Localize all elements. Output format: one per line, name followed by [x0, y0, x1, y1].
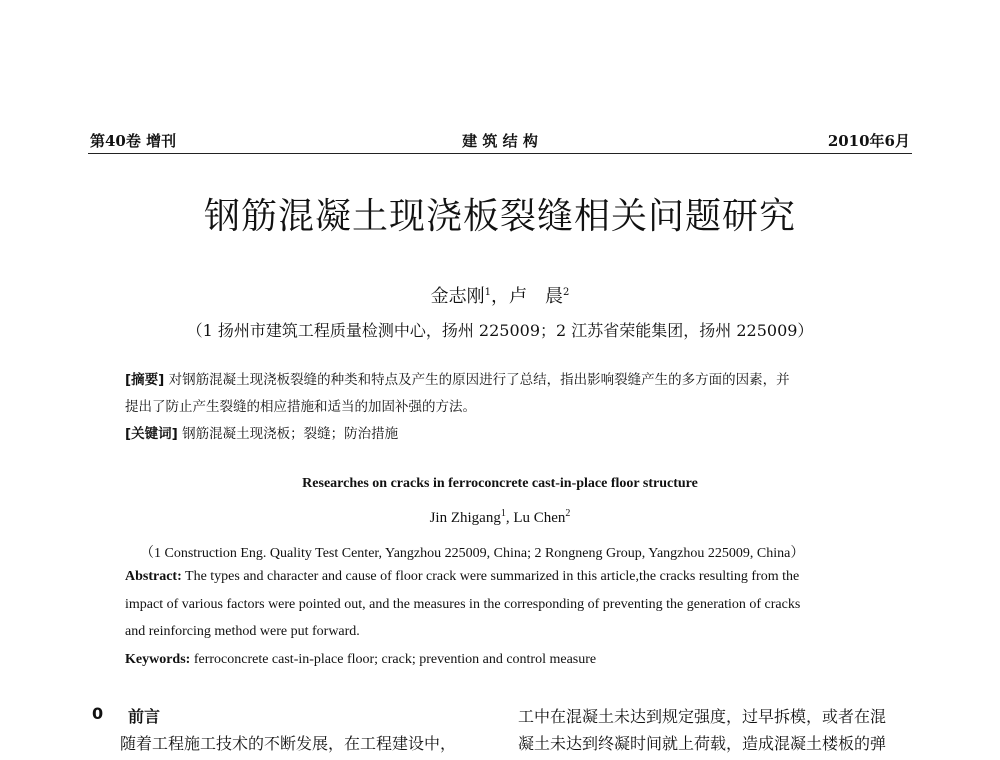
affiliation-en: （1 Construction Eng. Quality Test Center, Yangzhou 225009, China; 2 Rongneng Group, Yangzhou 225009, China） [140, 546, 805, 561]
right-col-line1: 工中在混凝土未达到规定强度，过早拆模，或者在混 [518, 707, 887, 726]
section-number: 0 [92, 704, 104, 723]
paper-title: 钢筋混凝土现浇板裂缝相关问题研究 [203, 196, 796, 237]
right-col-line2: 凝土未达到终凝时间就上荷载，造成混凝土楼板的弹 [518, 734, 887, 753]
abstract-en: Abstract: The types and character and cause of floor crack were summarized in this article,the cracks resulting from the [125, 569, 800, 584]
authors-en: Jin Zhigang$^1$, Lu Chen$^2$ [429, 508, 571, 526]
journal-date: 2010年6月 [827, 132, 910, 150]
affiliation-cn: （1 扬州市建筑工程质量检测中心，扬州 225009；2 江苏省荣能集团，扬州 225009） [186, 321, 814, 340]
keywords-cn: [关键词] 钢筋混凝土现浇板；裂缝；防治措施 [125, 426, 399, 442]
title-en: Researches on cracks in ferroconcrete cast-in-place floor structure [302, 476, 698, 491]
left-col-line1: 随着工程施工技术的不断发展，在工程建设中， [120, 734, 457, 753]
header-rule [88, 153, 912, 154]
authors-cn: 金志刚$^1$，卢 晨$^2$ [430, 286, 570, 307]
keywords-en: Keywords: ferroconcrete cast-in-place floor; crack; prevention and control measure [125, 652, 597, 667]
abstract-en-line2: impact of various factors were pointed out, and the measures in the corresponding of preventing the generation of cracks [125, 597, 801, 612]
journal-name: 建 筑 结 构 [462, 132, 538, 150]
abstract-cn-line2: 提出了防止产生裂缝的相应措施和适当的加固补强的方法。 [125, 399, 476, 415]
section-title: 前言 [128, 707, 161, 726]
abstract-cn: [摘要] 对钢筋混凝土现浇板裂缝的种类和特点及产生的原因进行了总结，指出影响裂缝产生的多方面的因素，并 [125, 372, 790, 388]
journal-volume: 第40卷 增刊 [90, 132, 177, 150]
abstract-en-line3: and reinforcing method were put forward. [125, 624, 360, 639]
